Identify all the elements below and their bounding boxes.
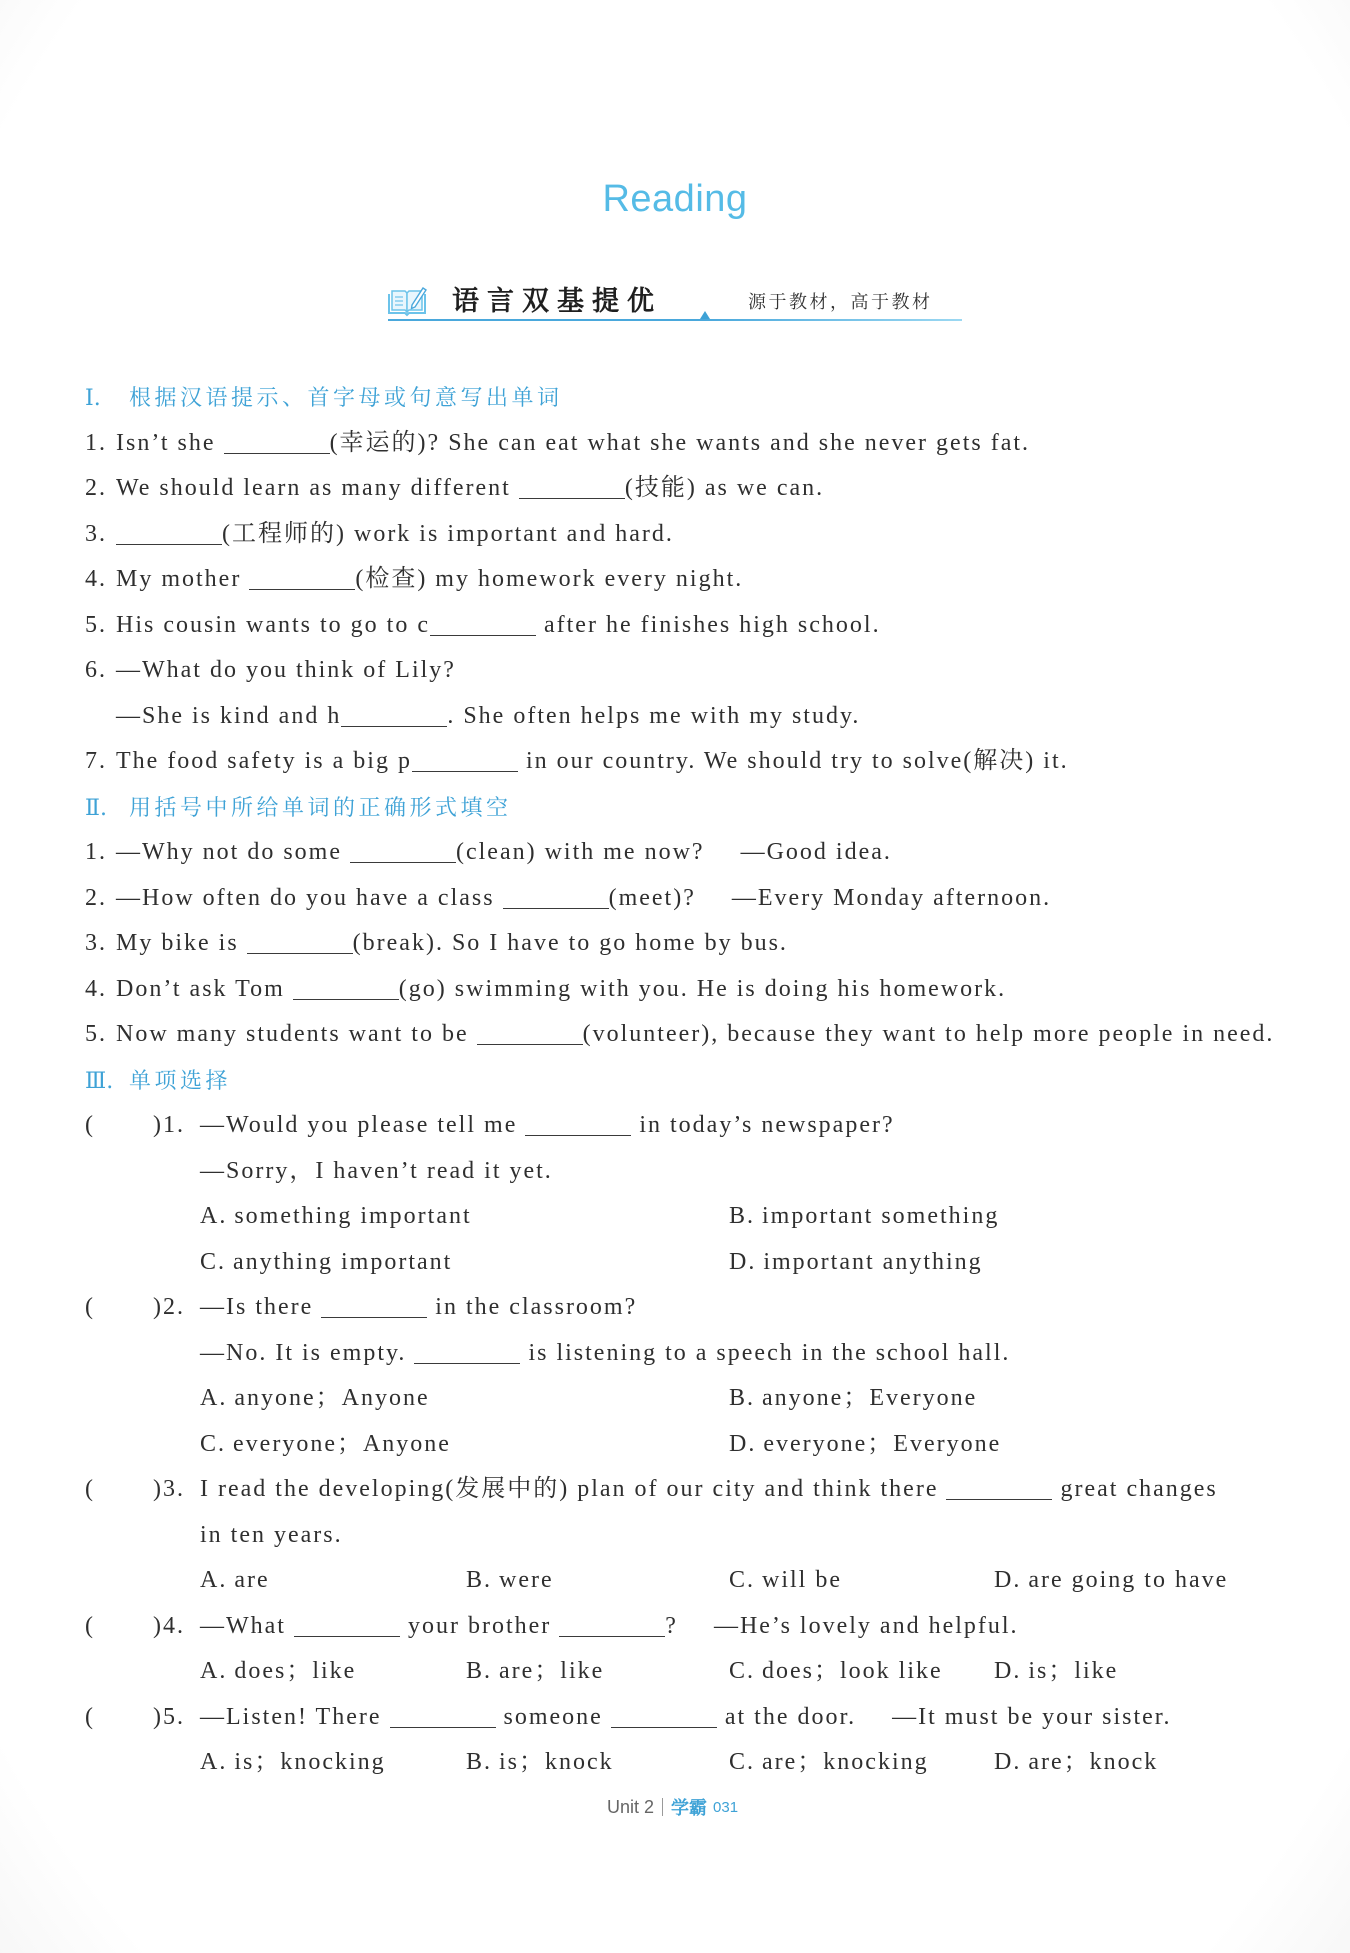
exercise-content [85,375,1305,1786]
answer-blank [249,568,355,590]
option-text: does；like [234,1658,357,1684]
question-row-continued [85,1149,1305,1195]
footer-divider [662,1798,663,1816]
option-label: A. [200,1749,228,1775]
option-label: A. [200,1658,228,1684]
question-text: —Listen! There [200,1703,390,1730]
option-label: C. [200,1248,227,1275]
section-title: 根据汉语提示、首字母或句意写出单词 [129,385,563,410]
choice-question-row [85,1604,1305,1650]
question-number: 2. [85,884,107,911]
option-b [466,1558,554,1604]
question-number: 1. [163,1112,185,1138]
option-label: C. [729,1567,756,1593]
answer-blank [519,477,625,499]
option-text: everyone；Anyone [233,1430,451,1457]
option-label: D. [994,1567,1022,1593]
answer-blank [224,432,330,454]
option-c [200,1240,452,1286]
question-text: (break). So I have to go home by bus. [352,930,788,956]
section-numeral: Ⅲ. [85,1068,114,1094]
question-text: in today’s newspaper? [631,1112,895,1138]
option-a [200,1649,356,1695]
option-text: are going to have [1028,1567,1229,1593]
banner-divider [388,319,962,321]
question-text: We should learn as many different [116,475,519,501]
choice-question-row [85,1285,1305,1331]
option-label: A. [200,1385,228,1411]
options-row [85,1240,1305,1286]
question-text: someone [495,1703,611,1730]
dialogue-reply: —Good idea. [740,839,892,865]
option-label: B. [466,1567,493,1593]
option-c [729,1740,929,1786]
question-row [85,1012,1305,1058]
question-row-continued [85,694,1305,740]
options-row [85,1376,1305,1422]
section-heading [85,785,1305,831]
option-text: anyone；Anyone [234,1385,430,1411]
answer-blank [946,1478,1052,1500]
triangle-marker-icon [700,311,710,319]
answer-bracket-open: ( [85,1703,95,1730]
question-number: 4. [85,566,107,592]
question-number: 4. [85,975,107,1002]
option-d [994,1740,1158,1786]
answer-blank [294,1615,400,1637]
question-text: (检查) my homework every night. [355,566,744,592]
question-number: 7. [85,748,107,774]
option-label: D. [729,1248,757,1275]
question-number: 1. [85,839,107,865]
option-text: were [499,1567,554,1593]
question-row [85,830,1305,876]
banner-title: 语言双基提优 [452,286,662,316]
question-text: great changes [1052,1476,1218,1502]
question-text: I read the developing(发展中的) plan of our city and think there [200,1476,947,1502]
answer-blank [525,1114,631,1136]
option-b [729,1376,977,1422]
option-label: B. [466,1658,493,1684]
option-c [200,1422,451,1468]
bracket-close: ) [153,1476,163,1502]
option-text: is；knocking [234,1749,386,1775]
question-number: 5. [85,611,107,638]
bracket-close: ) [153,1112,163,1138]
question-text: His cousin wants to go to c [116,611,430,638]
question-text: (go) swimming with you. He is doing his homework. [398,975,1007,1002]
question-row [85,648,1305,694]
question-row [85,557,1305,603]
question-text: in ten years. [200,1521,343,1548]
question-number: 4. [163,1612,185,1639]
question-row [85,512,1305,558]
option-d [729,1240,983,1286]
answer-bracket-open: ( [85,1612,95,1639]
question-text: (meet)? [608,884,696,911]
option-label: D. [994,1658,1022,1684]
question-number: 2. [85,475,107,501]
option-text: important anything [763,1248,983,1275]
question-row-continued [85,1331,1305,1377]
question-row [85,739,1305,785]
question-text: Now many students want to be [116,1021,477,1047]
answer-bracket-close [153,1467,185,1513]
answer-blank [390,1706,496,1728]
question-number: 2. [163,1294,185,1320]
option-label: B. [466,1749,493,1775]
option-text: anything important [233,1248,453,1275]
question-text: —Would you please tell me [200,1112,526,1138]
option-text: is；knock [499,1749,614,1775]
question-text: Don’t ask Tom [116,975,293,1002]
option-label: B. [729,1203,756,1229]
option-text: anyone；Everyone [762,1385,978,1411]
bracket-close: ) [153,1612,163,1639]
question-number: 1. [85,429,107,456]
answer-blank [321,1296,427,1318]
answer-blank [611,1706,717,1728]
option-b [466,1649,604,1695]
question-text: (volunteer), because they want to help more people in need. [582,1021,1275,1047]
question-text: (技能) as we can. [624,475,825,501]
question-text: My mother [116,566,250,592]
options-row [85,1422,1305,1468]
question-text: —What [200,1612,294,1639]
question-text: —Why not do some [116,839,350,865]
question-text: at the door. [716,1703,857,1730]
option-label: B. [729,1385,756,1411]
option-text: are [234,1567,270,1593]
question-number: 3. [163,1476,185,1502]
question-number: 3. [85,520,107,547]
bracket-close: ) [153,1703,163,1730]
options-row [85,1558,1305,1604]
option-text: are；knock [1028,1749,1159,1775]
page-number: 031 [713,1798,739,1816]
question-number: 3. [85,930,107,956]
answer-blank [477,1023,583,1045]
question-text: (工程师的) work is important and hard. [222,520,674,547]
question-text: your brother [399,1612,560,1639]
bracket-close: ) [153,1294,163,1320]
question-text: (幸运的)? She can eat what she wants and she never gets fat. [329,429,1031,456]
answer-blank [247,932,353,954]
question-text: —Is there [200,1294,322,1320]
book-pen-icon [386,285,428,322]
question-text: . She often helps me with my study. [447,702,861,729]
section-title: 单项选择 [129,1067,232,1093]
option-label: A. [200,1203,228,1229]
question-text: ? [665,1612,678,1639]
option-text: is；like [1028,1658,1119,1684]
question-text: —No. It is empty. [200,1339,415,1366]
answer-blank [412,750,518,772]
options-row [85,1740,1305,1786]
options-row [85,1194,1305,1240]
question-number: 5. [85,1021,107,1047]
choice-question-row [85,1695,1305,1741]
question-text: —She is kind and h [116,702,342,729]
question-text: —Sorry，I haven’t read it yet. [200,1157,553,1184]
option-text: everyone；Everyone [763,1430,1002,1457]
section-title: 用括号中所给单词的正确形式填空 [129,794,512,820]
answer-blank [293,978,399,1000]
answer-blank [414,1342,520,1364]
option-d [994,1649,1118,1695]
answer-blank [116,523,222,545]
option-c [729,1649,943,1695]
option-label: D. [994,1749,1022,1775]
question-row [85,603,1305,649]
question-text: after he finishes high school. [535,611,881,638]
answer-blank [503,887,609,909]
page-footer [607,1794,738,1820]
dialogue-reply: —Every Monday afternoon. [731,884,1052,911]
choice-question-row [85,1103,1305,1149]
answer-bracket-open: ( [85,1112,95,1138]
option-label: D. [729,1430,757,1457]
question-row-continued [85,1513,1305,1559]
option-b [466,1740,614,1786]
option-text: important something [762,1203,1000,1229]
question-text: The food safety is a big p [116,748,412,774]
question-row [85,466,1305,512]
question-text: My bike is [116,930,247,956]
option-label: C. [729,1658,756,1684]
question-text: Isn’t she [116,429,224,456]
question-row [85,967,1305,1013]
dialogue-reply: —It must be your sister. [892,1703,1172,1730]
question-text: —How often do you have a class [116,884,503,911]
option-a [200,1376,430,1422]
question-row [85,421,1305,467]
option-text: does；look like [762,1658,943,1684]
question-row [85,921,1305,967]
question-number: 5. [163,1703,185,1730]
option-text: something important [234,1203,472,1229]
option-a [200,1558,270,1604]
section-heading [85,375,1305,421]
choice-question-row [85,1467,1305,1513]
answer-bracket-close [153,1103,185,1149]
option-label: C. [729,1749,756,1775]
option-text: are；knocking [762,1749,929,1775]
option-text: are；like [499,1658,605,1684]
section-numeral: Ⅱ. [85,795,107,821]
question-text: (clean) with me now? [455,839,705,865]
page-title: Reading [602,178,748,220]
answer-blank [559,1615,665,1637]
section-heading [85,1058,1305,1104]
option-c [729,1558,842,1604]
option-d [729,1422,1001,1468]
question-text: in the classroom? [427,1294,638,1320]
option-label: C. [200,1430,227,1457]
answer-bracket-close [153,1695,185,1741]
brand-label: 学霸 [671,1798,708,1818]
option-text: will be [762,1567,843,1593]
answer-bracket-open: ( [85,1476,95,1502]
options-row [85,1649,1305,1695]
question-text: in our country. We should try to solve(解决) it. [517,748,1069,774]
option-a [200,1740,386,1786]
question-number: 6. [85,657,107,683]
answer-bracket-close [153,1604,185,1650]
option-a [200,1194,472,1240]
answer-bracket-close [153,1285,185,1331]
answer-blank [350,841,456,863]
question-row [85,876,1305,922]
option-label: A. [200,1567,228,1593]
option-d [994,1558,1228,1604]
unit-label: Unit 2 [607,1796,655,1817]
answer-bracket-open: ( [85,1294,95,1320]
section-numeral: Ⅰ. [85,386,101,411]
banner-subtitle: 源于教材，高于教材 [748,292,933,312]
question-text: —What do you think of Lily? [116,657,456,683]
option-b [729,1194,999,1240]
answer-blank [341,705,447,727]
answer-blank [430,614,536,636]
dialogue-reply: —He’s lovely and helpful. [713,1612,1019,1639]
question-text: is listening to a speech in the school hall. [520,1339,1011,1366]
